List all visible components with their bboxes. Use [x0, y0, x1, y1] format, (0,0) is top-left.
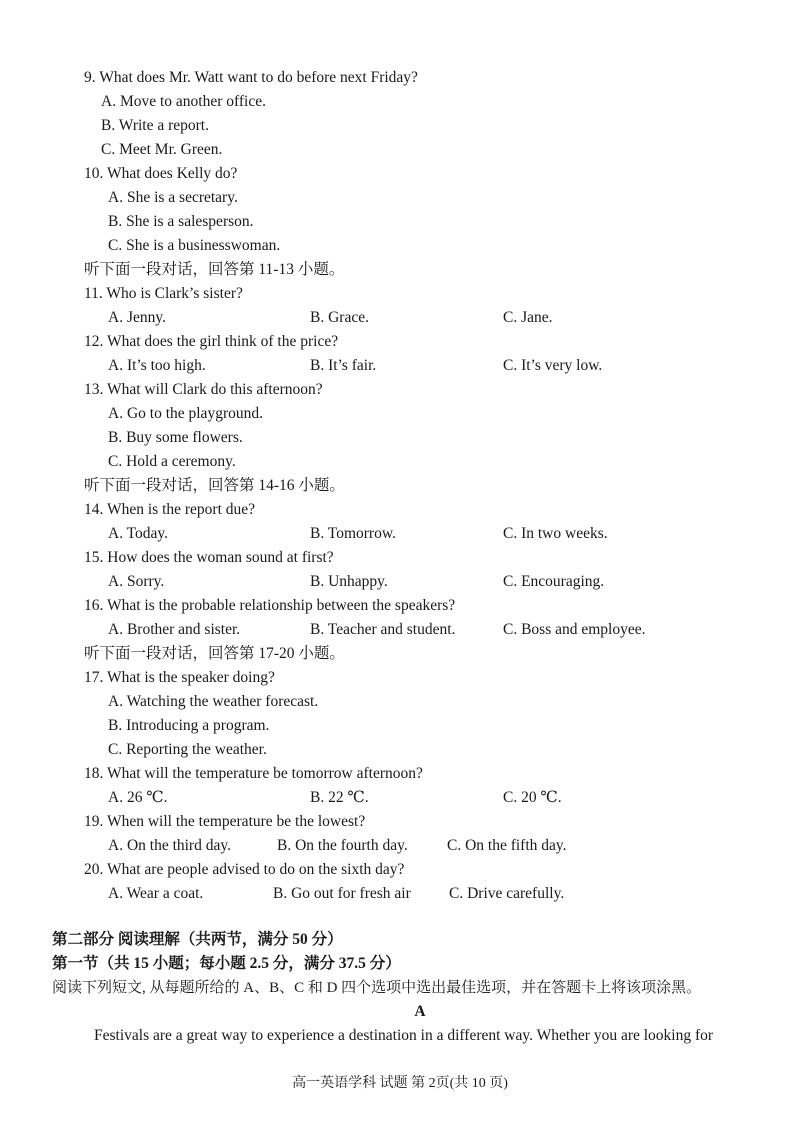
answer-option: B. Go out for fresh air [273, 885, 411, 902]
answer-option: A. She is a secretary. [108, 189, 238, 206]
passage-first-line: Festivals are a great way to experience a destination in a different way. Whether you are looking for [94, 1027, 714, 1044]
answer-option: B. On the fourth day. [277, 837, 408, 854]
answer-option: B. It’s fair. [310, 357, 377, 374]
answer-option: C. Hold a ceremony. [108, 453, 236, 470]
question-stem: 14. When is the report due? [84, 501, 256, 518]
answer-option: C. Meet Mr. Green. [101, 141, 223, 158]
question-stem: 17. What is the speaker doing? [84, 669, 275, 686]
answer-option: A. Wear a coat. [108, 885, 204, 902]
question-stem: 19. When will the temperature be the lowest? [84, 813, 366, 830]
answer-option: C. In two weeks. [503, 525, 608, 542]
answer-option: A. Jenny. [108, 309, 166, 326]
answer-option: B. Grace. [310, 309, 369, 326]
answer-option: B. She is a salesperson. [108, 213, 254, 230]
question-stem: 11. Who is Clark’s sister? [84, 285, 243, 302]
answer-option: C. 20 ℃. [503, 789, 562, 806]
question-stem: 9. What does Mr. Watt want to do before next Friday? [84, 69, 418, 86]
answer-option: B. Teacher and student. [310, 621, 456, 638]
answer-option: C. Drive carefully. [449, 885, 565, 902]
question-stem: 16. What is the probable relationship between the speakers? [84, 597, 456, 614]
answer-option: A. 26 ℃. [108, 789, 168, 806]
passage-label: A [414, 1003, 426, 1020]
answer-option: C. She is a businesswoman. [108, 237, 281, 254]
section-instruction: 听下面一段对话，回答第 17-20 小题。 [84, 645, 345, 662]
question-stem: 12. What does the girl think of the price? [84, 333, 339, 350]
answer-option: A. Move to another office. [101, 93, 266, 110]
answer-option: A. Go to the playground. [108, 405, 263, 422]
page-footer: 高一英语学科 试题 第 2页(共 10 页) [292, 1076, 508, 1091]
answer-option: B. Unhappy. [310, 573, 388, 590]
instruction: 阅读下列短文, 从每题所给的 A、B、C 和 D 四个选项中选出最佳选项，并在答题卡上将该项涂黑。 [52, 980, 702, 996]
question-stem: 20. What are people advised to do on the sixth day? [84, 861, 405, 878]
question-stem: 15. How does the woman sound at first? [84, 549, 334, 566]
answer-option: C. It’s very low. [503, 357, 603, 374]
answer-option: B. Write a report. [101, 117, 209, 134]
answer-option: C. Boss and employee. [503, 621, 646, 638]
answer-option: B. Buy some flowers. [108, 429, 243, 446]
section-instruction: 听下面一段对话，回答第 14-16 小题。 [84, 477, 345, 494]
answer-option: A. On the third day. [108, 837, 231, 854]
answer-option: B. Tomorrow. [310, 525, 396, 542]
answer-option: B. Introducing a program. [108, 717, 270, 734]
question-stem: 18. What will the temperature be tomorrow afternoon? [84, 765, 423, 782]
answer-option: A. Watching the weather forecast. [108, 693, 319, 710]
answer-option: C. Reporting the weather. [108, 741, 267, 758]
section-instruction: 听下面一段对话，回答第 11-13 小题。 [84, 261, 345, 278]
answer-option: B. 22 ℃. [310, 789, 369, 806]
answer-option: A. Today. [108, 525, 169, 542]
answer-option: C. On the fifth day. [447, 837, 567, 854]
section1-heading: 第一节（共 15 小题；每小题 2.5 分，满分 37.5 分） [52, 955, 401, 972]
part2-heading: 第二部分 阅读理解（共两节，满分 50 分） [52, 931, 343, 948]
answer-option: C. Encouraging. [503, 573, 605, 590]
question-stem: 13. What will Clark do this afternoon? [84, 381, 323, 398]
question-stem: 10. What does Kelly do? [84, 165, 238, 182]
answer-option: A. It’s too high. [108, 357, 206, 374]
answer-option: A. Sorry. [108, 573, 165, 590]
answer-option: C. Jane. [503, 309, 553, 326]
answer-option: A. Brother and sister. [108, 621, 241, 638]
